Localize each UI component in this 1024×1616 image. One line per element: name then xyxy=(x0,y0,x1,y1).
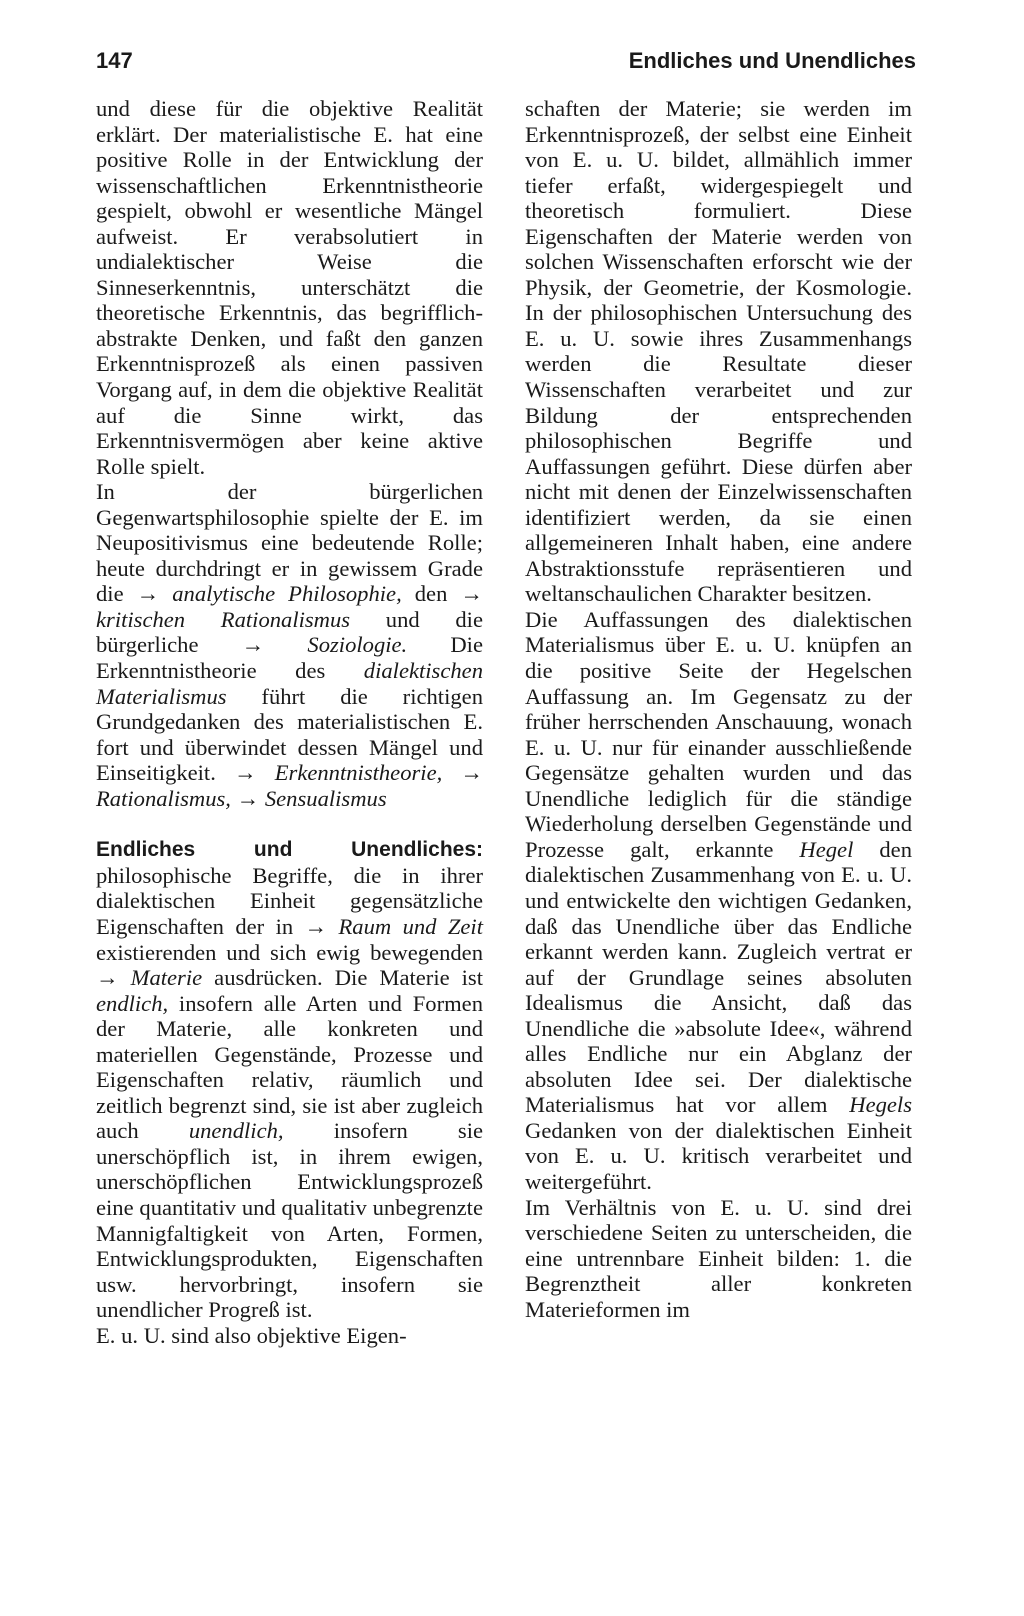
running-title: Endliches und Unendliches xyxy=(628,48,916,73)
paragraph: und diese für die objektive Realität erklärt. Der materialistische E. hat eine positive Rolle in der Entwicklung der wissenschaftlichen Erkenntnistheorie gespielt, obwohl er wesentliche Mängel aufweist. Er verabsolutiert in undialektischer Weise die Sinneserkenntnis, unterschätzt die theoretische Erkenntnis, das begrifflich-abstrakte Denken, und faßt den ganzen Erkenntnisprozeß als einen passiven Vorgang auf, in dem die objektive Realität auf die Sinne wirkt, das Erkenntnisvermögen aber keine aktive Rolle spielt. xyxy=(96,96,483,479)
cross-reference: analytische Philosophie, xyxy=(172,581,402,607)
page-number: 147 xyxy=(96,48,133,73)
emphasis: unendlich, xyxy=(188,1118,284,1144)
page-header xyxy=(96,48,916,80)
cross-reference-arrow: → xyxy=(460,581,483,607)
emphasis: dialektischen Materialismus xyxy=(96,658,483,709)
paragraph: schaften der Materie; sie werden im Erkenntnisprozeß, der selbst eine Einheit von E. u. U. bildet, allmählich immer tiefer erfaßt, widergespiegelt und theoretisch formuliert. Diese Eigenschaften der Materie werden von solchen Wissenschaften erforscht wie der Physik, der Geometrie, der Kosmologie. In der philosophischen Untersuchung des E. u. U. sowie ihres Zusammenhangs werden die Resultate dieser Wissenschaften verarbeitet und zur Bildung der entsprechenden philosophischen Begriffe und Auffassungen geführt. Diese dürfen aber nicht mit denen der Einzelwissenschaften identifiziert werden, da sie einen allgemeineren Inhalt haben, eine andere Abstraktionsstufe repräsentieren und weltanschaulichen Charakter besitzen. xyxy=(525,96,912,607)
cross-reference-arrow: → xyxy=(460,760,483,786)
person-name: Hegels xyxy=(849,1092,912,1118)
person-name: Hegel xyxy=(799,836,854,862)
cross-reference-arrow: → xyxy=(241,632,265,658)
cross-reference: Sensualismus xyxy=(264,785,387,811)
cross-reference-arrow: → xyxy=(96,965,119,991)
cross-reference: Raum und Zeit xyxy=(338,913,483,939)
entry-headword: Endliches und Unendliches: xyxy=(96,838,483,862)
emphasis: endlich, xyxy=(96,990,169,1016)
cross-reference-arrow: → xyxy=(136,581,160,607)
cross-reference: Erkenntnistheorie, xyxy=(274,760,443,786)
cross-reference: Soziologie. xyxy=(307,632,408,658)
paragraph: Im Verhältnis von E. u. U. sind drei verschiedene Seiten zu unterscheiden, die eine untrennbare Einheit bilden: 1. die Begrenztheit aller konkreten Materieformen im xyxy=(525,1194,912,1322)
dictionary-entry: Endliches und Unendliches: philosophische Begriffe, die in ihrer dialektischen Einheit gegensätzliche Eigenschaften der in → Raum und Zeit existierenden und sich ewig bewegenden → Materie ausdrücken. Die Materie ist endlich, insofern alle Arten und Formen der Materie, alle konkreten und materiellen Gegenstände, Prozesse und Eigenschaften relativ, räumlich und zeitlich begrenzt sind, sie ist aber zugleich auch unendlich, insofern sie unerschöpflich ist, in ihrem ewigen, unerschöpflichen Entwicklungsprozeß eine quantitativ und qualitativ unbegrenzte Mannigfaltigkeit von Arten, Formen, Entwicklungsprodukten, Eigenschaften usw. hervorbringt, insofern sie unendlicher Progreß ist. xyxy=(96,838,483,1323)
left-column xyxy=(96,96,483,1348)
cross-reference: kritischen Rationalismus xyxy=(96,606,351,632)
cross-reference-arrow: → xyxy=(236,785,260,811)
cross-reference-arrow: → xyxy=(233,760,257,786)
paragraph: In der bürgerlichen Gegenwartsphilosophie spielte der E. im Neupositivismus eine bedeutende Rolle; heute durchdringt er in gewissem Grade die → analytische Philosophie, den → kritischen Rationalismus und die bürgerliche → Soziologie. Die Erkenntnistheorie des dialektischen Materialismus führt die richtigen Grundgedanken des materialistischen E. fort und überwindet dessen Mängel und Einseitigkeit. → Erkenntnistheorie, → Rationalismus, → Sensualismus xyxy=(96,479,483,811)
cross-reference-arrow: → xyxy=(304,913,328,939)
right-column xyxy=(525,96,912,1322)
cross-reference: Materie xyxy=(130,965,203,991)
paragraph: Die Auffassungen des dialektischen Materialismus über E. u. U. knüpfen an die positive Seite der Hegelschen Auffassung an. Im Gegensatz zu der früher herrschenden Anschauung, wonach E. u. U. nur für einander ausschließende Gegensätze gehalten wurden und das Unendliche lediglich für die ständige Wiederholung derselben Gegenstände und Prozesse galt, erkannte Hegel den dialektischen Zusammenhang von E. u. U. und entwickelte den wichtigen Gedanken, daß das Unendliche über das Endliche erkannt werden kann. Zugleich vertrat er auf der Grundlage seines absoluten Idealismus die Ansicht, daß das Unendliche die »absolute Idee«, während alles Endliche nur ein Abglanz der absoluten Idee sei. Der dialektische Materialismus hat vor allem Hegels Gedanken von der dialektischen Einheit von E. u. U. kritisch verarbeitet und weitergeführt. xyxy=(525,606,912,1194)
cross-reference: Rationalismus, xyxy=(96,785,231,811)
paragraph: E. u. U. sind also objektive Eigen- xyxy=(96,1322,407,1348)
